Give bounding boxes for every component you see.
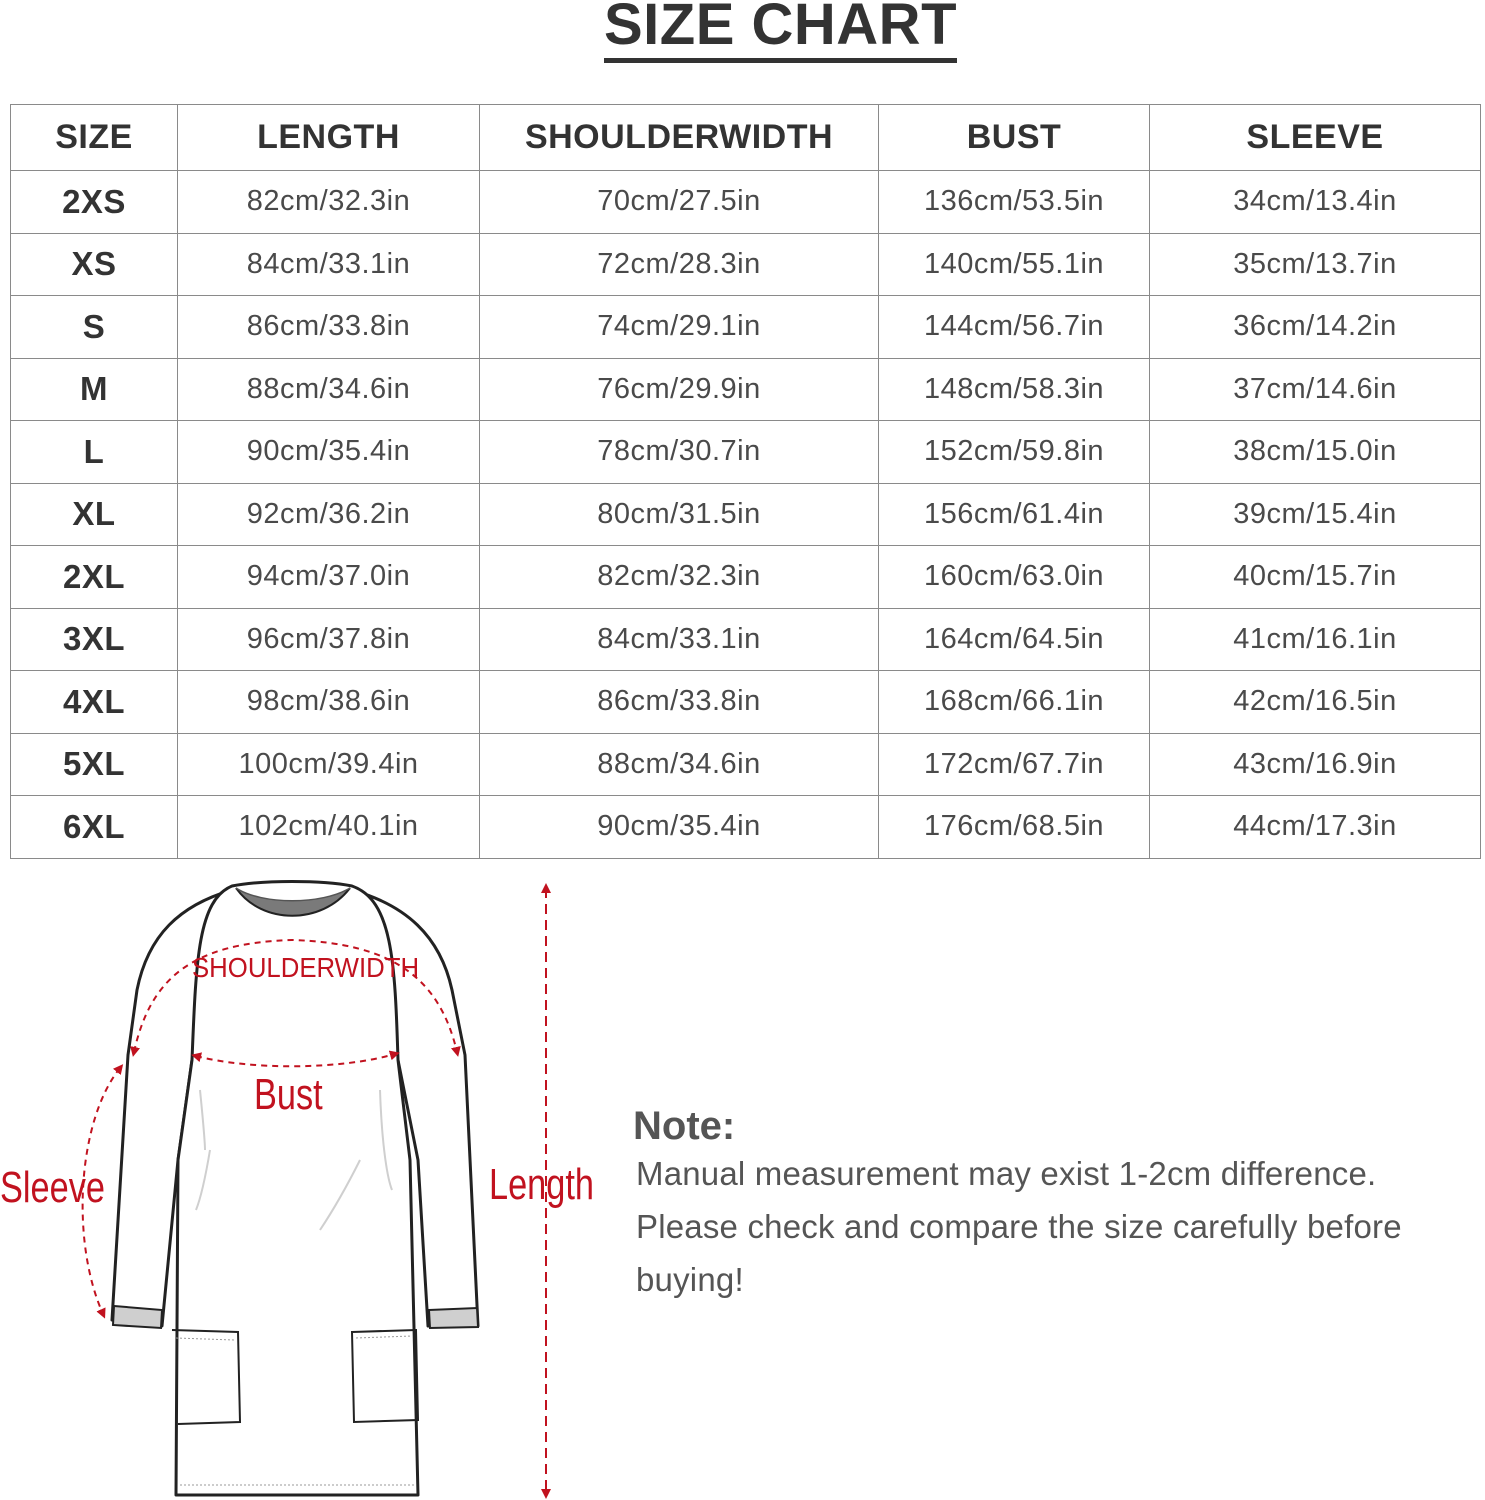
table-row	[11, 421, 1481, 484]
sleeve-cell: 44cm/17.3in	[1150, 796, 1481, 859]
column-header-length: LENGTH	[178, 105, 480, 171]
bust-cell: 152cm/59.8in	[879, 421, 1150, 484]
table-row	[11, 233, 1481, 296]
length-cell: 90cm/35.4in	[178, 421, 480, 484]
sleeve-cell: 37cm/14.6in	[1150, 358, 1481, 421]
bust-cell: 164cm/64.5in	[879, 608, 1150, 671]
bust-cell: 160cm/63.0in	[879, 546, 1150, 609]
sleeve-cell: 36cm/14.2in	[1150, 296, 1481, 359]
size-cell: XL	[11, 483, 178, 546]
sleeve-label: Sleeve	[0, 1163, 105, 1212]
bust-cell: 148cm/58.3in	[879, 358, 1150, 421]
sleeve-cell: 35cm/13.7in	[1150, 233, 1481, 296]
length-cell: 88cm/34.6in	[178, 358, 480, 421]
size-cell: L	[11, 421, 178, 484]
table-row	[11, 296, 1481, 359]
sleeve-cell: 41cm/16.1in	[1150, 608, 1481, 671]
sleeve-cell: 43cm/16.9in	[1150, 733, 1481, 796]
note-line: Please check and compare the size carefully before	[636, 1208, 1402, 1245]
size-cell: 2XS	[11, 171, 178, 234]
shoulderwidth-cell: 80cm/31.5in	[480, 483, 879, 546]
size-cell: 3XL	[11, 608, 178, 671]
length-cell: 82cm/32.3in	[178, 171, 480, 234]
size-cell: 5XL	[11, 733, 178, 796]
note-line: Manual measurement may exist 1-2cm difference.	[636, 1155, 1377, 1192]
shoulderwidth-cell: 74cm/29.1in	[480, 296, 879, 359]
note-title: Note:	[633, 1104, 736, 1148]
table-row	[11, 358, 1481, 421]
column-header-shoulderwidth: SHOULDERWIDTH	[480, 105, 879, 171]
length-label: Length	[489, 1160, 594, 1209]
shoulderwidth-label: SHOULDERWIDTH	[192, 952, 420, 983]
bust-cell: 144cm/56.7in	[879, 296, 1150, 359]
table-row	[11, 733, 1481, 796]
table-header-row	[11, 105, 1481, 171]
shoulderwidth-cell: 82cm/32.3in	[480, 546, 879, 609]
table-row	[11, 546, 1481, 609]
shoulderwidth-cell: 86cm/33.8in	[480, 671, 879, 734]
bust-cell: 172cm/67.7in	[879, 733, 1150, 796]
shoulderwidth-cell: 70cm/27.5in	[480, 171, 879, 234]
shoulderwidth-cell: 88cm/34.6in	[480, 733, 879, 796]
note-line: buying!	[636, 1261, 744, 1298]
size-cell: 2XL	[11, 546, 178, 609]
sleeve-cell: 39cm/15.4in	[1150, 483, 1481, 546]
column-header-bust: BUST	[879, 105, 1150, 171]
table-row	[11, 671, 1481, 734]
shoulderwidth-cell: 72cm/28.3in	[480, 233, 879, 296]
page-title	[0, 0, 1485, 63]
shoulderwidth-cell: 78cm/30.7in	[480, 421, 879, 484]
length-cell: 98cm/38.6in	[178, 671, 480, 734]
size-cell: M	[11, 358, 178, 421]
length-cell: 86cm/33.8in	[178, 296, 480, 359]
bust-label: Bust	[254, 1070, 323, 1119]
column-header-sleeve: SLEEVE	[1150, 105, 1481, 171]
table-row	[11, 796, 1481, 859]
table-row	[11, 608, 1481, 671]
bust-cell: 176cm/68.5in	[879, 796, 1150, 859]
length-cell: 102cm/40.1in	[178, 796, 480, 859]
size-cell: XS	[11, 233, 178, 296]
length-cell: 94cm/37.0in	[178, 546, 480, 609]
shoulderwidth-cell: 84cm/33.1in	[480, 608, 879, 671]
table-row	[11, 171, 1481, 234]
sleeve-cell: 40cm/15.7in	[1150, 546, 1481, 609]
column-header-size: SIZE	[11, 105, 178, 171]
bust-cell: 168cm/66.1in	[879, 671, 1150, 734]
bust-cell: 156cm/61.4in	[879, 483, 1150, 546]
sleeve-cell: 34cm/13.4in	[1150, 171, 1481, 234]
table-body	[11, 171, 1481, 859]
length-cell: 92cm/36.2in	[178, 483, 480, 546]
size-table	[10, 104, 1481, 859]
length-cell: 100cm/39.4in	[178, 733, 480, 796]
sleeve-cell: 38cm/15.0in	[1150, 421, 1481, 484]
bust-cell: 140cm/55.1in	[879, 233, 1150, 296]
shoulderwidth-cell: 76cm/29.9in	[480, 358, 879, 421]
size-cell: S	[11, 296, 178, 359]
size-cell: 4XL	[11, 671, 178, 734]
length-cell: 84cm/33.1in	[178, 233, 480, 296]
shoulderwidth-cell: 90cm/35.4in	[480, 796, 879, 859]
length-cell: 96cm/37.8in	[178, 608, 480, 671]
table-row	[11, 483, 1481, 546]
title-text: SIZE CHART	[604, 0, 957, 63]
size-cell: 6XL	[11, 796, 178, 859]
sleeve-cell: 42cm/16.5in	[1150, 671, 1481, 734]
bust-cell: 136cm/53.5in	[879, 171, 1150, 234]
